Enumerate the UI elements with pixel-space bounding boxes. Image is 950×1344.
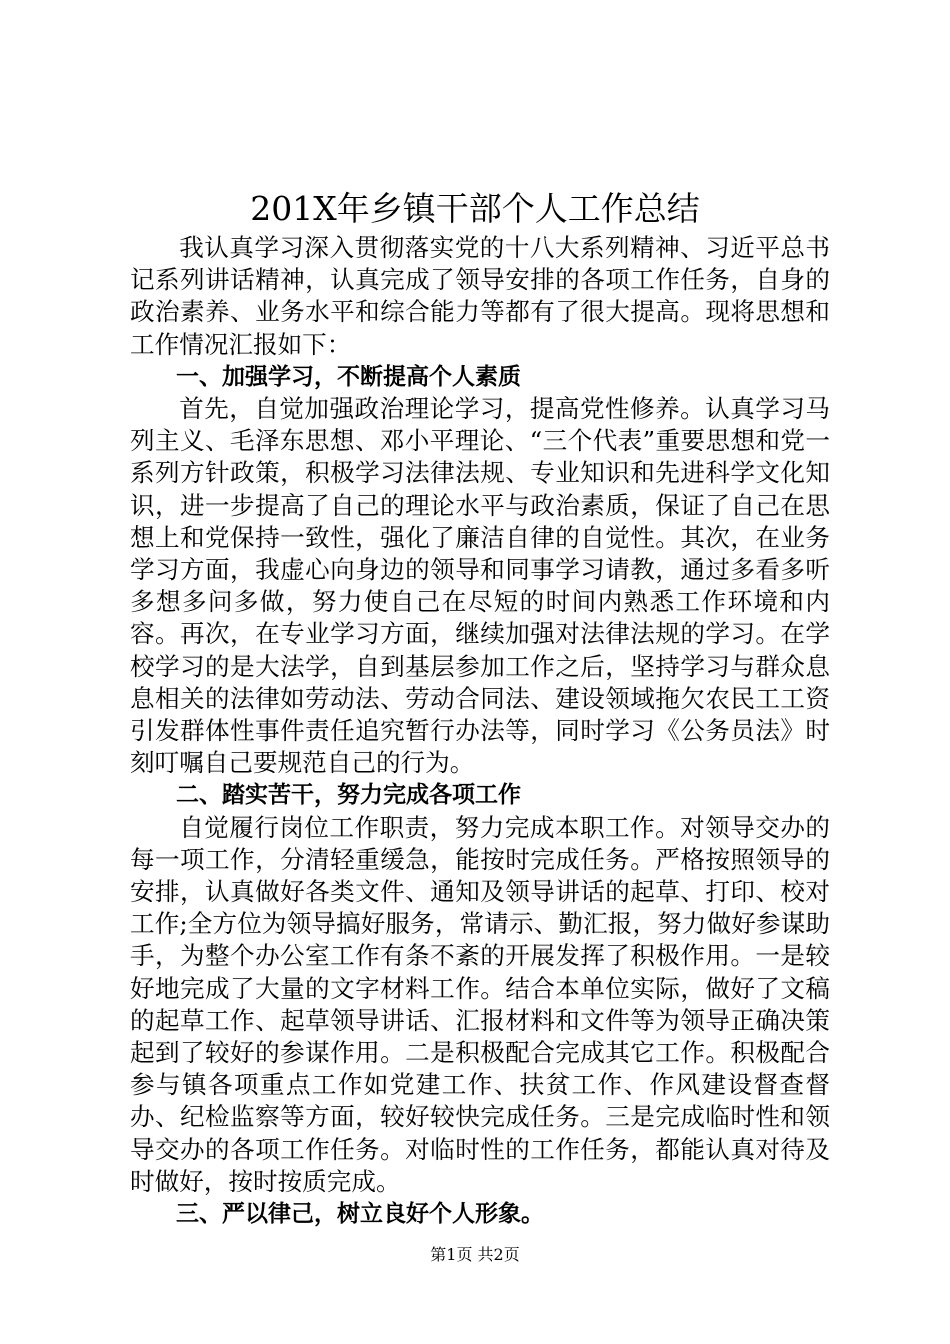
section-1-paragraph: 首先，自觉加强政治理论学习，提高党性修养。认真学习马列主义、毛泽东思想、邓小平理论、“三个代表”重要思想和党一系列方针政策，积极学习法律法规、专业知识和先进科学文化知识，进一步提高了自己的理论水平与政治素质，保证了自己在思想上和党保持一致性，强化了廉洁自律的自觉性。其次，在业务学习方面，我虚心向身边的领导和同事学习请教，通过多看多听多想多问多做，努力使自己在尽短的时间内熟悉工作环境和内容。再次，在专业学习方面，继续加强对法律法规的学习。在学校学习的是大法学，自到基层参加工作之后，坚持学习与群众息息相关的法律如劳动法、劳动合同法、建设领域拖欠农民工工资引发群体性事件责任追究暂行办法等，同时学习《公务员法》时刻叮嘱自己要规范自己的行为。 xyxy=(130,394,830,778)
section-heading-3: 三、严以律己，树立良好个人形象。 xyxy=(176,1201,544,1228)
intro-paragraph: 我认真学习深入贯彻落实党的十八大系列精神、习近平总书记系列讲话精神，认真完成了领导安排的各项工作任务，自身的政治素养、业务水平和综合能力等都有了很大提高。现将思想和工作情况汇报如下： xyxy=(130,233,830,359)
section-2-paragraph: 自觉履行岗位工作职责，努力完成本职工作。对领导交办的每一项工作，分清轻重缓急，能按时完成任务。严格按照领导的安排，认真做好各类文件、通知及领导讲话的起草、打印、校对工作;全方位为领导搞好服务，常请示、勤汇报，努力做好参谋助手，为整个办公室工作有条不紊的开展发挥了积极作用。一是较好地完成了大量的文字材料工作。结合本单位实际，做好了文稿的起草工作、起草领导讲话、汇报材料和文件等为领导正确决策起到了较好的参谋作用。二是积极配合完成其它工作。积极配合参与镇各项重点工作如党建工作、扶贫工作、作风建设督查督办、纪检监察等方面，较好较快完成任务。三是完成临时性和领导交办的各项工作任务。对临时性的工作任务，都能认真对待及时做好，按时按质完成。 xyxy=(130,812,830,1196)
document-body xyxy=(130,232,830,1230)
section-heading-1: 一、加强学习，不断提高个人素质 xyxy=(176,363,521,390)
document-title: 201X年乡镇干部个人工作总结 xyxy=(250,189,700,228)
section-heading-2: 二、踏实苦干，努力完成各项工作 xyxy=(176,782,521,809)
page-footer: 第1页 共2页 xyxy=(430,1245,520,1264)
